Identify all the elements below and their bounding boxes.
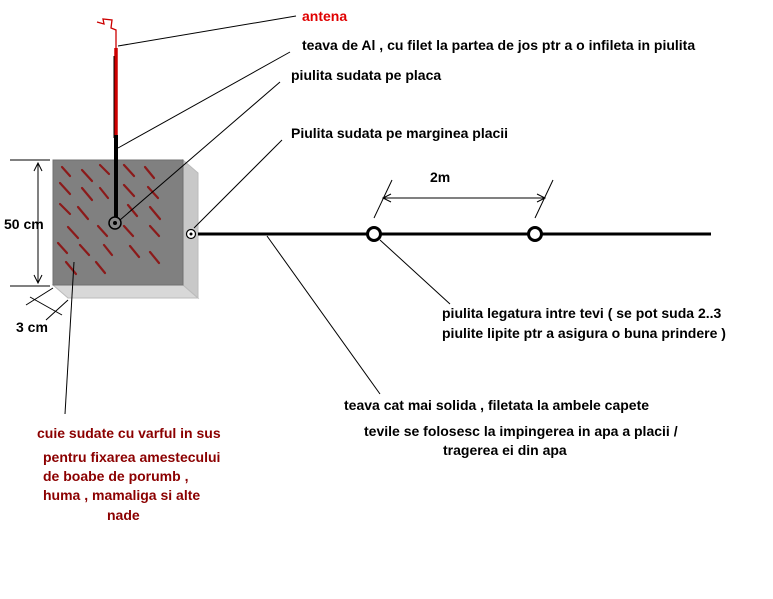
pipe-label-1: teava cat mai solida , filetata la ambele capete [344, 397, 650, 413]
joint-nut-label-2: piulite lipite ptr a asigura o buna prindere ) [442, 325, 726, 341]
antenna-label: antena [302, 8, 348, 24]
nails-label-1: cuie sudate cu varful in sus [37, 425, 221, 441]
leader-joint [380, 240, 450, 304]
pipe-label-3: tragerea ei din apa [443, 442, 567, 458]
plate-bottom-face [53, 285, 198, 298]
joint-nut-right [529, 228, 542, 241]
leader-nut-edge [194, 140, 282, 228]
joint-nut-label-1: piulita legatura intre tevi ( se pot suda 2..3 [442, 305, 722, 321]
nails-label-2: pentru fixarea amestecului [43, 449, 221, 465]
nut-edge-label: Piulita sudata pe marginea placii [291, 125, 509, 141]
antenna-wire-tip [97, 19, 116, 48]
leader-al-tube [118, 52, 290, 148]
nails-label-5: nade [107, 507, 140, 523]
nut-plate-label: piulita sudata pe placa [291, 67, 442, 83]
thickness-label: 3 cm [16, 319, 48, 335]
leader-pipe [267, 236, 380, 394]
joint-nut-left [368, 228, 381, 241]
leader-antenna [118, 16, 296, 46]
al-tube-label: teava de Al , cu filet la partea de jos ptr a o infileta in piulita [302, 37, 696, 53]
pipe-label-2: tevile se folosesc la impingerea in apa a placii / [364, 423, 678, 439]
nails-label-4: huma , mamaliga si alte [43, 487, 201, 503]
nut-on-edge [187, 230, 196, 239]
nut-on-plate [109, 217, 121, 229]
dimension-2m-label: 2m [430, 169, 451, 185]
height-label: 50 cm [4, 216, 44, 232]
dimension-2m [374, 180, 553, 218]
nails-label-3: de boabe de porumb , [43, 468, 189, 484]
